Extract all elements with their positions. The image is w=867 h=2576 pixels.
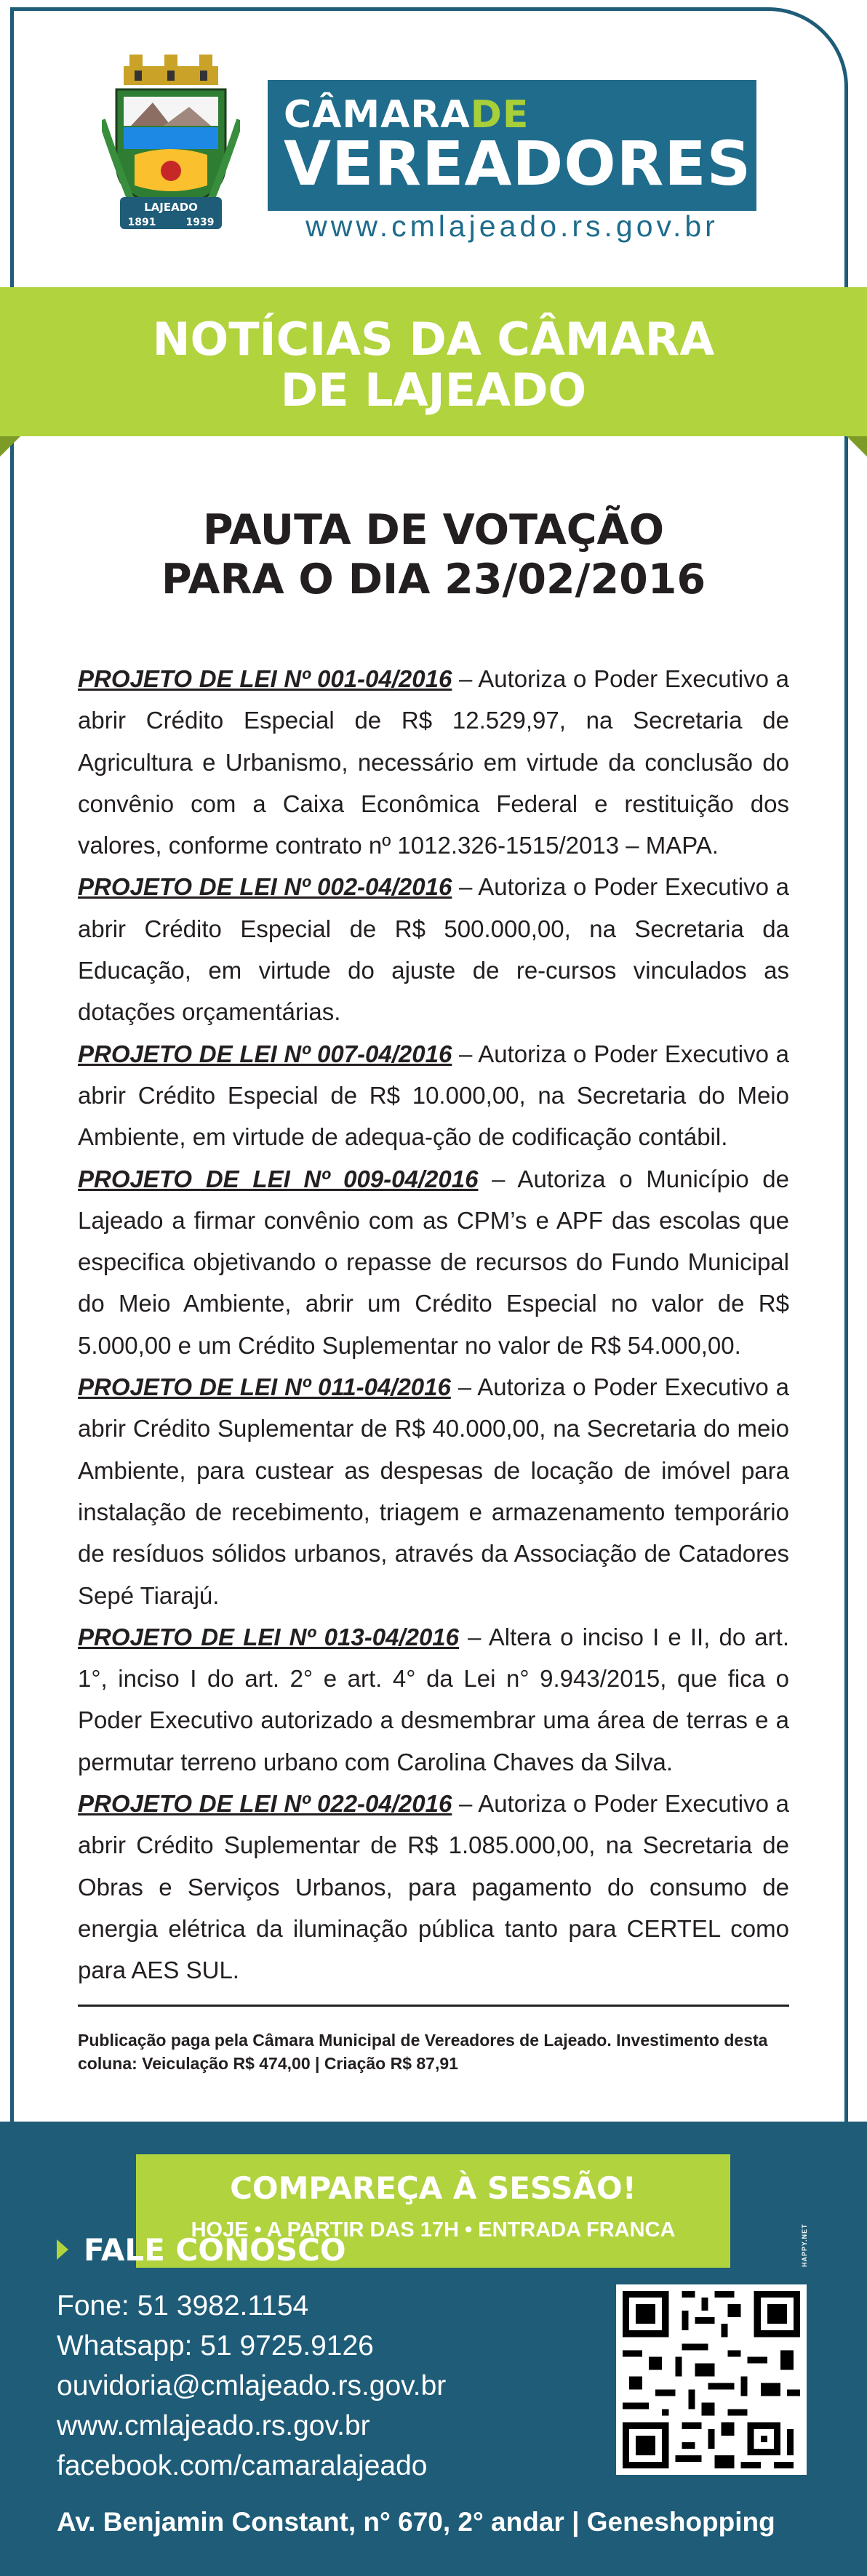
brand-line-2: VEREADORES <box>284 128 752 199</box>
bill-text: – Autoriza o Poder Executivo a abrir Crédito Especial de R$ 10.000,00, na Secretaria do Meio Ambiente, em virtude de adequa-ção de codificação contábil. <box>78 1040 789 1151</box>
crest-city-label: LAJEADO <box>144 201 198 214</box>
bill-label: PROJETO DE LEI Nº 002-04/2016 <box>78 873 452 901</box>
bill-item <box>78 658 789 866</box>
contact-facebook[interactable]: facebook.com/camaralajeado <box>57 2450 428 2481</box>
bill-text: – Autoriza o Município de Lajeado a firmar convênio com as CPM’s e APF das escolas que especifica objetivando o repasse de recursos do Fundo Municipal do Meio Ambiente, abrir um Crédito Especial no valor de R$ 5.000,00 e um Crédito Suplementar no valor de R$ 54.000,00. <box>78 1165 789 1359</box>
contact-phone[interactable]: Fone: 51 3982.1154 <box>57 2290 309 2322</box>
agency-credit-text: HAPPY.NET <box>801 2223 808 2267</box>
agency-credit <box>796 2203 811 2268</box>
crest-year-right: 1939 <box>185 217 215 228</box>
bill-text: – Autoriza o Poder Executivo a abrir Crédito Suplementar de R$ 40.000,00, na Secretaria do meio Ambiente, para custear as despesas de locação de imóvel para instalação de recebimento, triagem e armazenamento temporário de resíduos sólidos urbanos, através da Associação de Catadores Sepé Tiarajú. <box>78 1373 789 1609</box>
crest-year-left: 1891 <box>127 217 156 228</box>
bill-label: PROJETO DE LEI Nº 022-04/2016 <box>78 1790 452 1818</box>
banner-fold-left <box>0 436 20 457</box>
bill-item <box>78 1033 789 1158</box>
address: Av. Benjamin Constant, n° 670, 2° andar | Geneshopping <box>57 2507 775 2537</box>
qr-code-icon[interactable] <box>616 2284 807 2475</box>
news-banner-line-1: NOTÍCIAS DA CÂMARA <box>152 313 715 366</box>
news-banner-line-2: DE LAJEADO <box>280 364 587 417</box>
bill-label: PROJETO DE LEI Nº 013-04/2016 <box>78 1623 459 1650</box>
bill-item <box>78 866 789 1032</box>
bill-label: PROJETO DE LEI Nº 001-04/2016 <box>78 665 452 692</box>
brand-de: DE <box>470 93 530 137</box>
bill-text: – Autoriza o Poder Executivo a abrir Crédito Especial de R$ 500.000,00, na Secretaria da Educação, em virtude do ajuste de re-cursos vinculados as dotações orçamentárias. <box>78 873 789 1026</box>
brand-url[interactable]: www.cmlajeado.rs.gov.br <box>305 209 719 243</box>
bill-text: – Autoriza o Poder Executivo a abrir Crédito Suplementar de R$ 1.085.000,00, na Secretaria de Obras e Serviços Urbanos, para pagamento do consumo de energia elétrica da iluminação pública tanto para CERTEL como para AES SUL. <box>78 1790 789 1984</box>
contact-title: FALE CONOSCO <box>84 2232 346 2268</box>
bill-item <box>78 1366 789 1616</box>
bill-item <box>78 1783 789 1991</box>
city-crest-logo <box>102 55 240 233</box>
contact-whatsapp[interactable]: Whatsapp: 51 9725.9126 <box>57 2330 374 2362</box>
agenda-title <box>0 505 867 604</box>
bill-text: – Autoriza o Poder Executivo a abrir Crédito Especial de R$ 12.529,97, na Secretaria de Agricultura e Urbanismo, necessário em virtude da conclusão do convênio com a Caixa Econômica Federal e restituição dos valores, conforme contrato nº 1012.326-1515/2013 – MAPA. <box>78 665 789 859</box>
bill-label: PROJETO DE LEI Nº 009-04/2016 <box>78 1165 479 1192</box>
brand-logo-box <box>268 80 756 211</box>
contact-website[interactable]: www.cmlajeado.rs.gov.br <box>57 2410 370 2441</box>
bill-text: – Altera o inciso I e II, do art. 1°, inciso I do art. 2° e art. 4° da Lei n° 9.943/2015, que fica o Poder Executivo autorizado a desmembrar uma área de terras e a permutar terreno urbano com Carolina Chaves da Silva. <box>78 1623 789 1775</box>
divider <box>78 2005 789 2007</box>
bill-list <box>78 658 789 1991</box>
session-call-subtitle: HOJE • A PARTIR DAS 17H • ENTRADA FRANCA <box>191 2218 676 2242</box>
contact-email[interactable]: ouvidoria@cmlajeado.rs.gov.br <box>57 2370 447 2402</box>
publication-note: Publicação paga pela Câmara Municipal de Vereadores de Lajeado. Investimento desta coluna: Veiculação R$ 474,00 | Criação R$ 87,91 <box>78 2031 768 2073</box>
bill-label: PROJETO DE LEI Nº 011-04/2016 <box>78 1373 451 1401</box>
session-call-title: COMPAREÇA À SESSÃO! <box>230 2170 636 2206</box>
agenda-title-line-2: PARA O DIA 23/02/2016 <box>161 555 706 603</box>
bill-label: PROJETO DE LEI Nº 007-04/2016 <box>78 1040 452 1067</box>
agenda-title-line-1: PAUTA DE VOTAÇÃO <box>202 506 665 554</box>
banner-fold-right <box>847 436 867 457</box>
brand-camara: CÂMARA <box>284 93 471 137</box>
news-banner-title <box>0 314 867 416</box>
bill-item <box>78 1616 789 1783</box>
bill-item <box>78 1158 789 1366</box>
arrow-right-icon <box>57 2239 68 2260</box>
